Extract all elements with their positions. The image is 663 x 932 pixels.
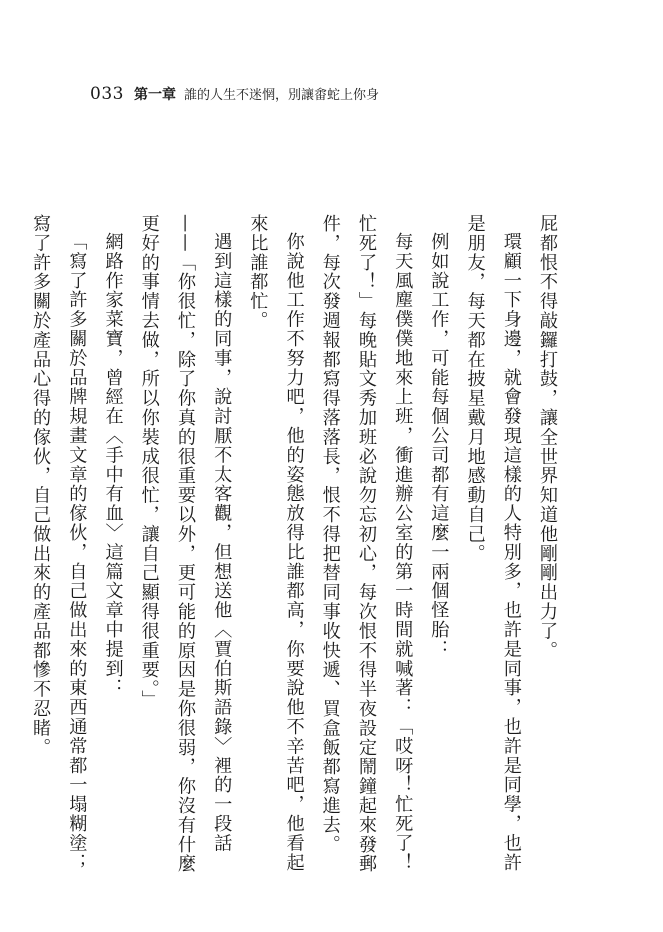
body-text [30, 214, 565, 874]
paragraph: 環顧一下身邊，就會發現這樣的人特別多，也許是同事，也許是同學，也許是朋友，每天都在披星戴月地感動自己。 [464, 214, 522, 873]
chapter-title: 誰的人生不迷惘，別讓畬蛇上你身 [183, 88, 379, 103]
paragraph: 你說他工作不努力吧，他的姿態放得比誰都高，你要說他不辛苦吧，他看起來比誰都忙。 [247, 214, 305, 873]
paragraph: 例如說工作，可能每個公司都有這麼一兩個怪胎： [428, 232, 450, 659]
paragraph: 屁都恨不得敲鑼打鼓，讓全世界知道他剛剛出力了。 [537, 214, 558, 661]
page-header [90, 84, 379, 108]
paragraph: 網路作家菜寶，曾經在〈手中有血〉這篇文章中提到： [102, 232, 124, 698]
chapter-label: 第一章 [133, 87, 176, 103]
paragraph: 每天風塵僕僕地來上班，衝進辦公室的第一時間就喊著：「哎呀！忙死了！忙死了！」每晚貼文秀加班必說勿忘初心，每次恨不得半夜設定鬧鐘起來發郵件，每次發週報都寫得落落長，恨不得把替同事收快遞、買盒飯都寫進去。 [319, 214, 414, 874]
paragraph: 「寫了許多關於品牌規畫文章的傢伙，自己做出來的東西通常都一塌糊塗；寫了許多關於產品心得的傢伙，自己做出來的產品都慘不忍睹。 [30, 214, 88, 873]
paragraph: 遇到這樣的同事，說討厭不太客觀，但想送他〈賈伯斯語錄〉裡的一段話——「你很忙，除了你真的很重要以外，更可能的原因是你很弱，你沒有什麼更好的事情去做，所以你裝成很忙，讓自己顯得很重要。」 [138, 214, 233, 874]
page-number: 033 [90, 84, 124, 104]
